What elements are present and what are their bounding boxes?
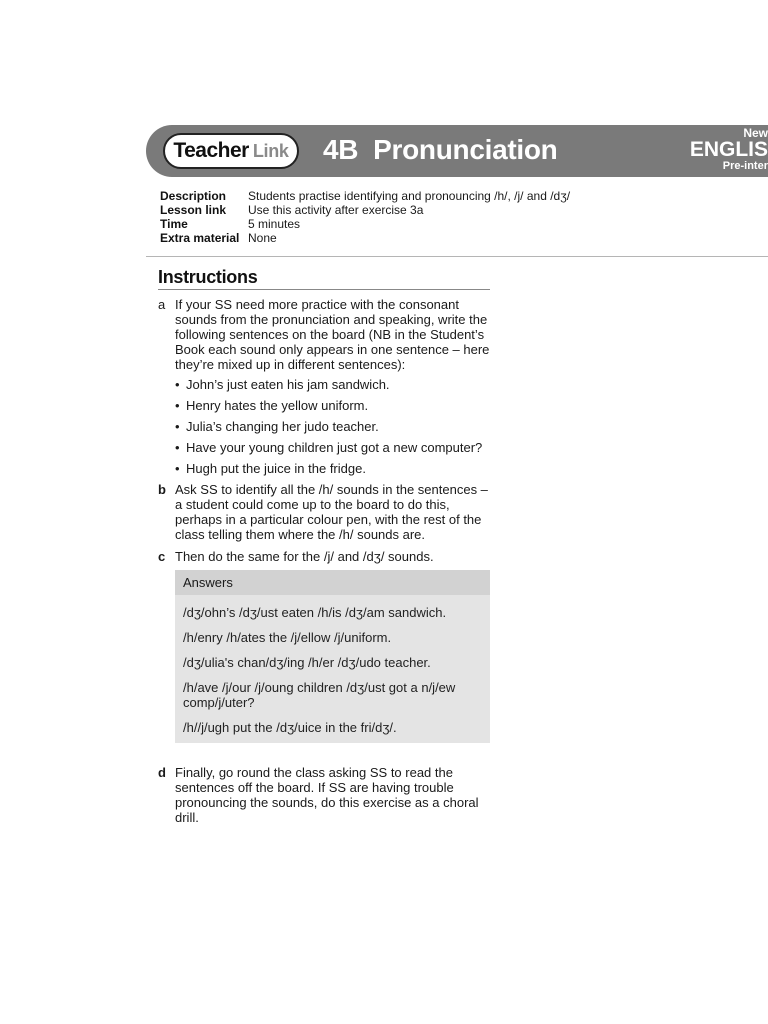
answer-line: /dʒ/ulia's chan/dʒ/ing /h/er /dʒ/udo teacher. [183,655,431,670]
bullet-icon: • [175,377,180,392]
meta-row-lesson-link [160,203,570,217]
meta-key: Extra material [160,231,240,245]
section-divider [146,256,768,257]
bullet-icon: • [175,461,180,476]
sentence-text: Julia’s changing her judo teacher. [186,419,379,434]
publisher-logo-main: ENGLIS [689,138,768,161]
answers-box [175,570,490,743]
step-c [158,549,490,564]
step-a [158,297,490,372]
sentence-text: Have your young children just got a new computer? [186,440,483,455]
sentence-text: Hugh put the juice in the fridge. [186,461,366,476]
instructions-heading: Instructions [158,270,490,290]
step-letter: c [158,549,166,564]
meta-value: Use this activity after exercise 3a [248,203,424,217]
step-text: If your SS need more practice with the consonant sounds from the pronunciation and speaking, write the following sentences on the board (NB in the Student’s Book each sound only appears in one sentence – here they’re mixed up in different sentences): [175,297,490,372]
meta-row-description [160,189,570,203]
meta-key: Lesson link [160,203,227,217]
meta-key: Time [160,217,188,231]
list-item [175,377,490,392]
list-item [175,419,490,434]
bullet-icon: • [175,440,180,455]
answer-line: /h/ave /j/our /j/oung children /dʒ/ust got a n/j/ew comp/j/uter? [183,680,456,710]
step-text: Then do the same for the /j/ and /dʒ/ sounds. [175,549,434,564]
meta-value: 5 minutes [248,217,301,231]
meta-row-time [160,217,570,231]
step-text: Finally, go round the class asking SS to read the sentences off the board. If SS are having trouble pronouncing the sounds, do this exercise as a choral drill. [175,765,479,825]
meta-key: Description [160,189,227,203]
step-letter: b [158,482,166,497]
list-item [175,440,490,455]
example-sentences-list [175,377,490,476]
page-title: 4B Pronunciation [323,134,558,165]
sentence-text: Henry hates the yellow uniform. [186,398,369,413]
list-item [175,398,490,413]
list-item [175,461,490,476]
step-letter: d [158,765,166,780]
step-d [158,765,490,825]
teacher-link-logo [163,133,299,169]
answers-heading: Answers [175,570,490,595]
publisher-logo-top: New [743,126,768,140]
sentence-text: John’s just eaten his jam sandwich. [186,377,390,392]
answer-line: /dʒ/ohn’s /dʒ/ust eaten /h/is /dʒ/am sandwich. [183,605,447,620]
logo-teacher-text: Teacher [173,139,249,162]
meta-row-extra-material [160,231,570,245]
instructions-section [158,267,490,825]
answer-line: /h//j/ugh put the /dʒ/uice in the fri/dʒ/. [183,720,397,735]
bullet-icon: • [175,398,180,413]
publisher-logo-sub: Pre-inter [722,160,768,172]
logo-link-text: Link [252,140,289,161]
meta-value: Students practise identifying and pronouncing /h/, /j/ and /dʒ/ [248,189,571,203]
bullet-icon: • [175,419,180,434]
step-b [158,482,490,542]
step-letter: a [158,297,166,312]
activity-meta-table [160,189,570,245]
meta-value: None [248,231,277,245]
step-text: Ask SS to identify all the /h/ sounds in the sentences – a student could come up to the board to do this, perhaps in a particular colour pen, with the rest of the class telling them where the /h/ sounds are. [175,482,488,542]
answer-line: /h/enry /h/ates the /j/ellow /j/uniform. [183,630,392,645]
